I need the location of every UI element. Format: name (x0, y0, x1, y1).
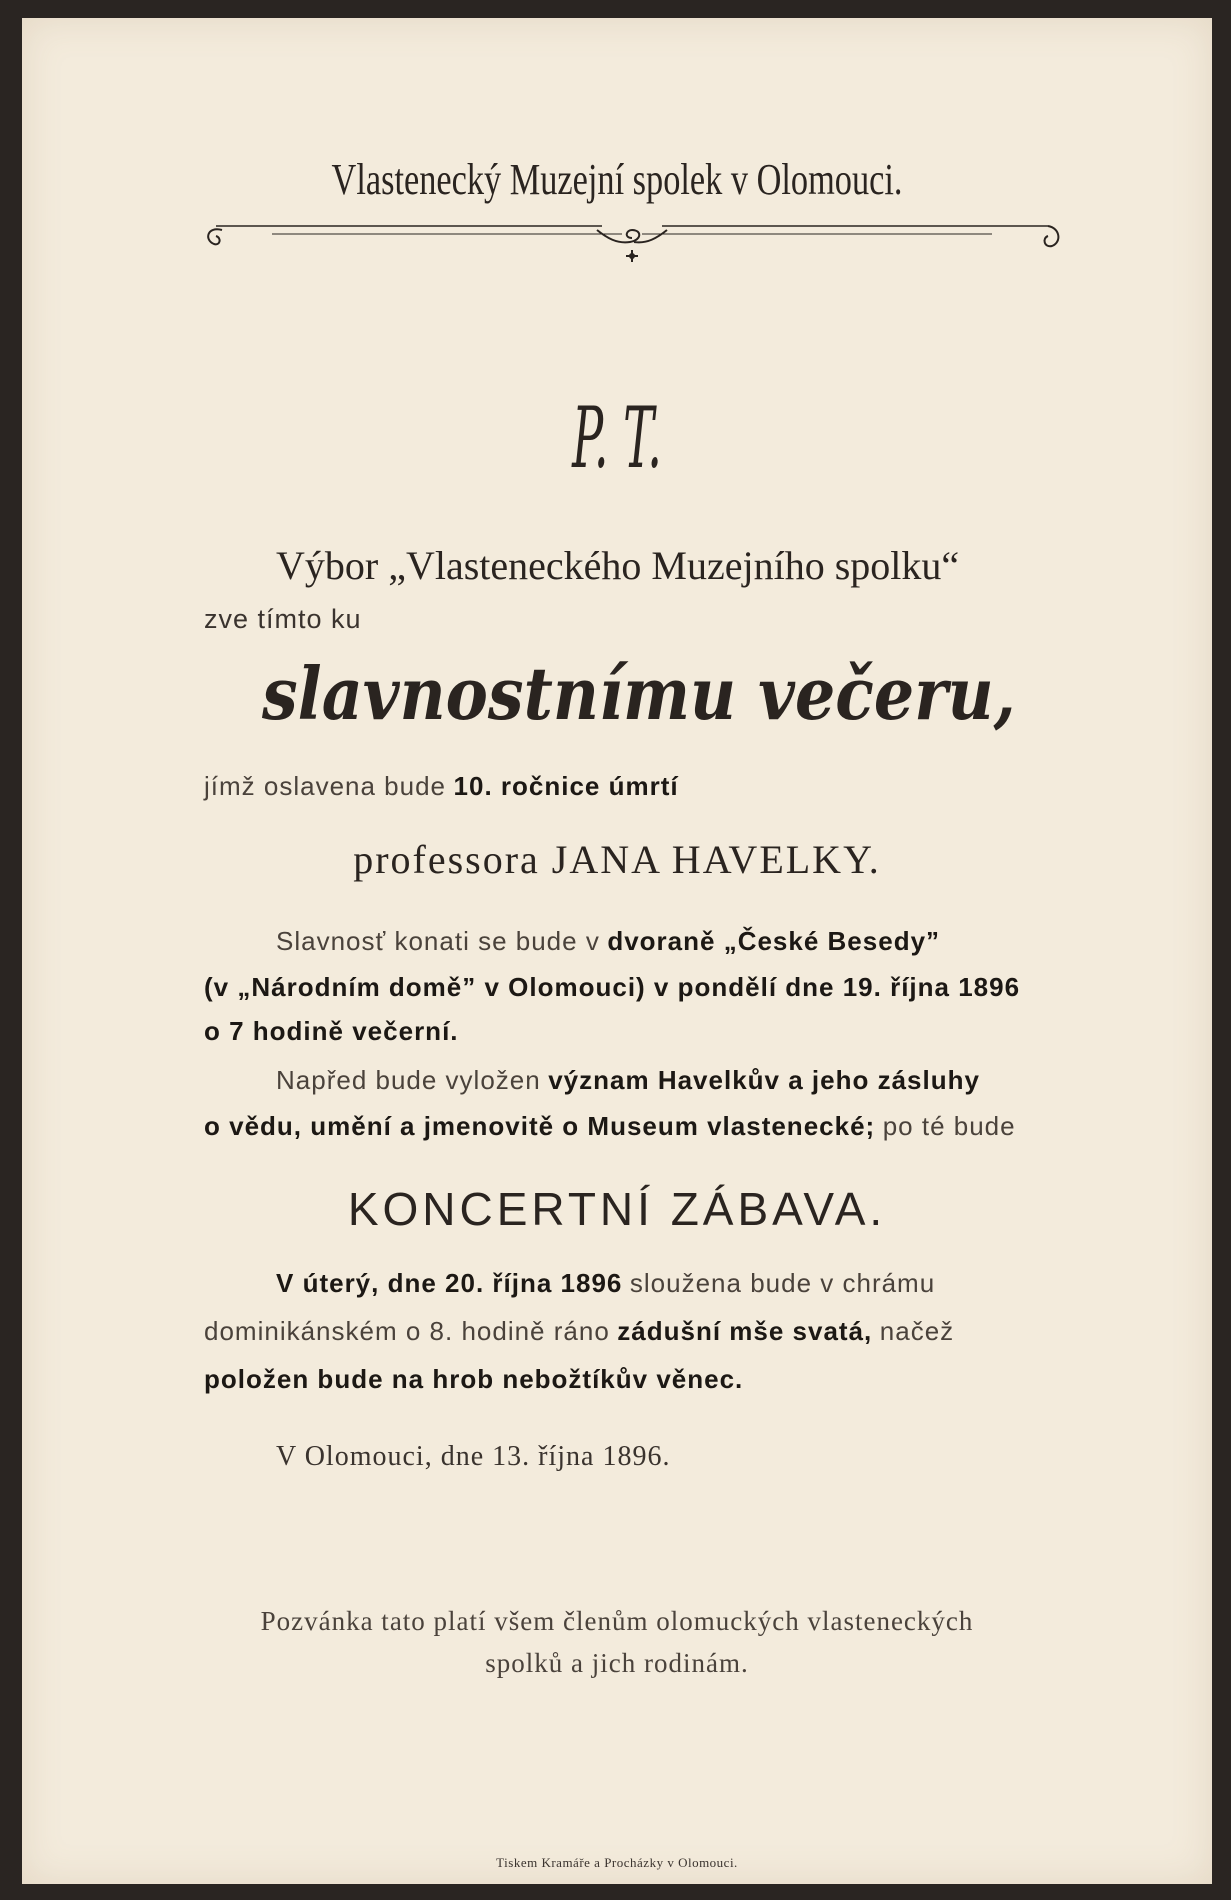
para3-line1-thin: sloužena bude v chrámu (629, 1268, 936, 1298)
para2-line2 (204, 1113, 1016, 1140)
printer-imprint: Tiskem Kramáře a Procházky v Olomouci. (496, 1855, 738, 1870)
note-line1: Pozvánka tato platí všem členům olomuckých vlasteneckých (260, 1606, 974, 1636)
professor-name: professora JANA HAVELKY. (353, 837, 881, 882)
anniversary-pre: jímž oslavena bude (204, 771, 447, 801)
para3-line2-thin: dominikánském o 8. hodině ráno (204, 1316, 610, 1346)
para2-line1-thin: Napřed bude vyložen (276, 1065, 541, 1095)
para2-line2-thin: po té bude (882, 1111, 1016, 1141)
ornamental-divider (202, 208, 1062, 288)
para1-line3 (204, 1018, 459, 1045)
para1-line3-bold: o 7 hodině večerní. (204, 1016, 459, 1046)
para1-line2-bold: (v „Národním domě” v Olomouci) v pondělí dne 19. října 1896 (204, 972, 1021, 1002)
committee-line: Výbor „Vlasteneckého Muzejního spolku“ (276, 543, 960, 588)
para3-line1-bold: V úterý, dne 20. října 1896 (276, 1268, 623, 1298)
para1-line1-thin: Slavnosť konati se bude v (276, 926, 600, 956)
invitation-page (22, 18, 1212, 1884)
para2-line2-bold: o vědu, umění a jmenovitě o Museum vlastenecké; (204, 1111, 876, 1141)
para3-line3-bold: položen bude na hrob nebožtíkův věnec. (204, 1364, 744, 1394)
para2-line1-bold: význam Havelkův a jeho zásluhy (548, 1065, 980, 1095)
society-heading: Vlastenecký Muzejní spolek v Olomouci. (331, 155, 903, 204)
para1-line1 (276, 928, 940, 955)
event-title: slavnostnímu večeru, (262, 651, 1016, 736)
invites-line: zve tímto ku (204, 604, 362, 634)
para3-line2-thin2: načež (879, 1316, 955, 1346)
salutation-pt: P. T. (572, 389, 662, 487)
para3-line2 (204, 1318, 954, 1345)
note-line2: spolků a jich rodinám. (485, 1648, 749, 1678)
para2-line1 (276, 1067, 980, 1094)
para1-line2 (204, 974, 1020, 1001)
anniversary-bold: 10. ročnice úmrtí (453, 771, 679, 801)
para3-line3 (204, 1366, 743, 1393)
anniversary-line (204, 773, 679, 800)
para3-line2-bold: zádušní mše svatá, (617, 1316, 873, 1346)
date-line: V Olomouci, dne 13. října 1896. (276, 1441, 671, 1472)
para3-line1 (276, 1270, 935, 1297)
para1-line1-bold: dvoraně „České Besedy” (607, 926, 941, 956)
concert-heading: KONCERTNÍ ZÁBAVA. (347, 1183, 887, 1235)
